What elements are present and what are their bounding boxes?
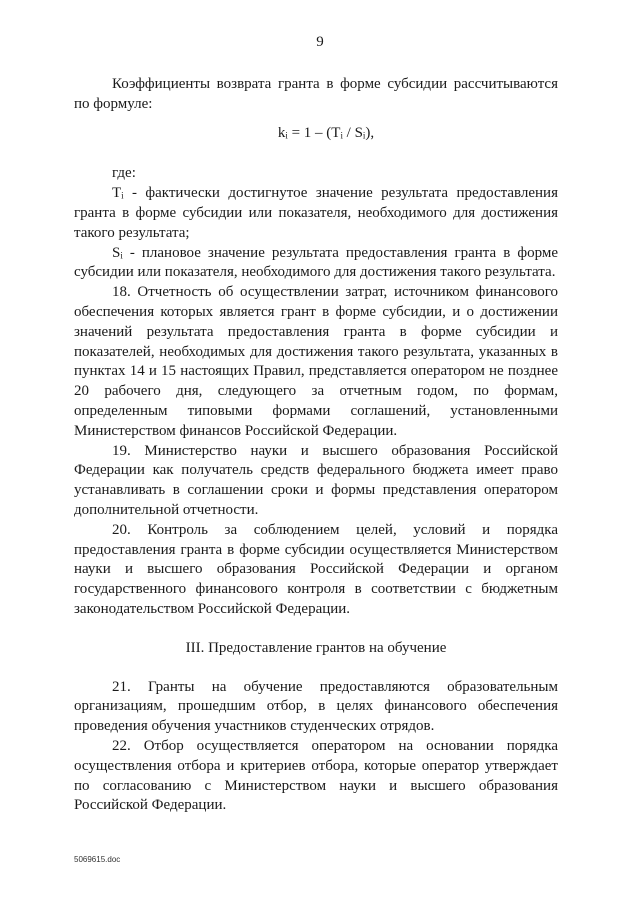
intro-paragraph: Коэффициенты возврата гранта в форме субсидии рассчитываются по формуле: [74,76,558,112]
definition-t: Tᵢ - фактически достигнутое значение результата предоставления гранта в форме субсидии или показателя, необходимого для достижения такого результата; [74,185,558,241]
document-body [74,75,558,816]
section-heading: III. Предоставление грантов на обучение [185,639,447,656]
paragraph-18: 18. Отчетность об осуществлении затрат, источником финансового обеспечения которых является грант в форме субсидии, и о достижении значений результата предоставления гранта в форме субсидии и показателей, необходимых для достижения такого результата, указанных в пунктах 14 и 15 настоящих Правил, представляется оператором не позднее 20 рабочего дня, следующего за отчетным годом, по формам, определенным типовыми формами соглашений, установленными Министерством финансов Российской Федерации. [74,284,558,439]
paragraph-19: 19. Министерство науки и высшего образования Российской Федерации как получатель средств федерального бюджета имеет право устанавливать в соглашении сроки и формы представления оператором дополнительной отчетности. [74,442,558,518]
definition-s: Sᵢ - плановое значение результата предоставления гранта в форме субсидии или показателя, необходимого для достижения такого результата. [74,244,558,281]
paragraph-20: 20. Контроль за соблюдением целей, условий и порядка предоставления гранта в форме субсидии осуществляется Министерством науки и высшего образования Российской Федерации и органом государственного финансового контроля в соответствии с бюджетным законодательством Российской Федерации. [74,521,558,617]
paragraph-21: 21. Гранты на обучение предоставляются образовательным организациям, прошедшим отбор, в целях финансового обеспечения проведения обучения участников студенческих отрядов. [74,678,558,735]
page-number: 9 [316,34,324,50]
formula: kᵢ = 1 – (Tᵢ / Sᵢ), [277,124,375,141]
where-label: где: [112,165,136,182]
footer-filename: 5069615.doc [74,855,121,864]
paragraph-22: 22. Отбор осуществляется оператором на основании порядка осуществления отбора и критериев отбора, которые оператор утверждает по согласованию с Министерством науки и высшего образования Российской Федерации. [74,737,558,814]
